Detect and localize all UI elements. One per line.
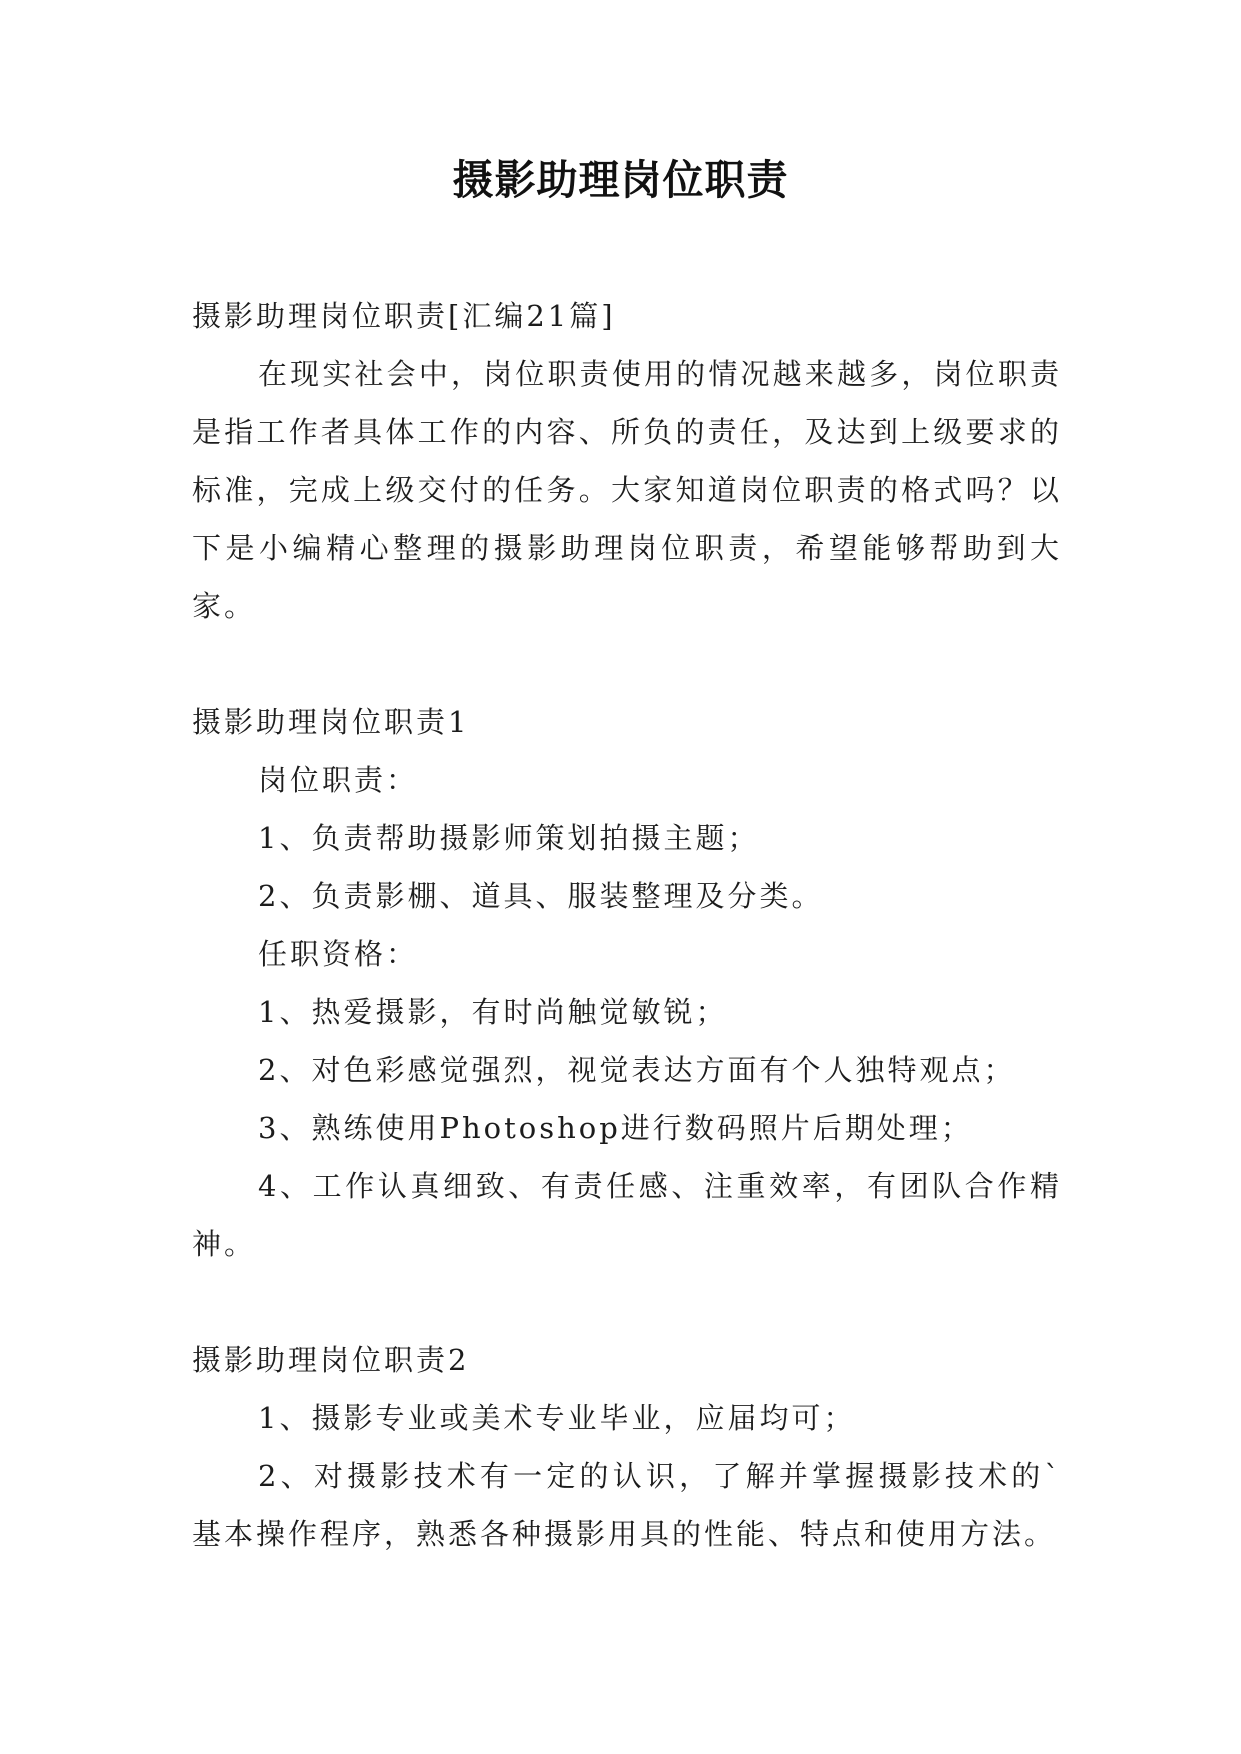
section-1-heading: 摄影助理岗位职责1: [192, 705, 470, 739]
qualification-item-1: 1、热爱摄影，有时尚触觉敏锐；: [258, 995, 728, 1029]
duty-item-2: 2、负责影棚、道具、服装整理及分类。: [258, 879, 824, 913]
section-2-heading: 摄影助理岗位职责2: [192, 1343, 470, 1377]
requirement-item-2: 2、对摄影技术有一定的认识，了解并掌握摄影技术的`基本操作程序，熟悉各种摄影用具的性能、特点和使用方法。: [192, 1459, 1062, 1551]
intro-paragraph: 在现实社会中，岗位职责使用的情况越来越多，岗位职责是指工作者具体工作的内容、所负的责任，及达到上级要求的标准，完成上级交付的任务。大家知道岗位职责的格式吗？以下是小编精心整理的摄影助理岗位职责，希望能够帮助到大家。: [192, 357, 1062, 623]
qualification-item-4: 4、工作认真细致、有责任感、注重效率，有团队合作精神。: [192, 1169, 1062, 1261]
requirement-item-1: 1、摄影专业或美术专业毕业，应届均可；: [258, 1401, 856, 1435]
document-body: [192, 287, 1062, 1563]
duty-label: 岗位职责：: [258, 763, 419, 797]
qualification-item-2: 2、对色彩感觉强烈，视觉表达方面有个人独特观点；: [258, 1053, 1016, 1087]
section-spacer: [192, 635, 1062, 693]
duty-item-1: 1、负责帮助摄影师策划拍摄主题；: [258, 821, 760, 855]
section-spacer: [192, 1273, 1062, 1331]
qualification-item-3: 3、熟练使用Photoshop进行数码照片后期处理；: [258, 1111, 973, 1145]
document-title: 摄影助理岗位职责: [452, 156, 789, 204]
qualification-label: 任职资格：: [258, 937, 419, 971]
document-subtitle: 摄影助理岗位职责[汇编21篇]: [192, 299, 616, 333]
